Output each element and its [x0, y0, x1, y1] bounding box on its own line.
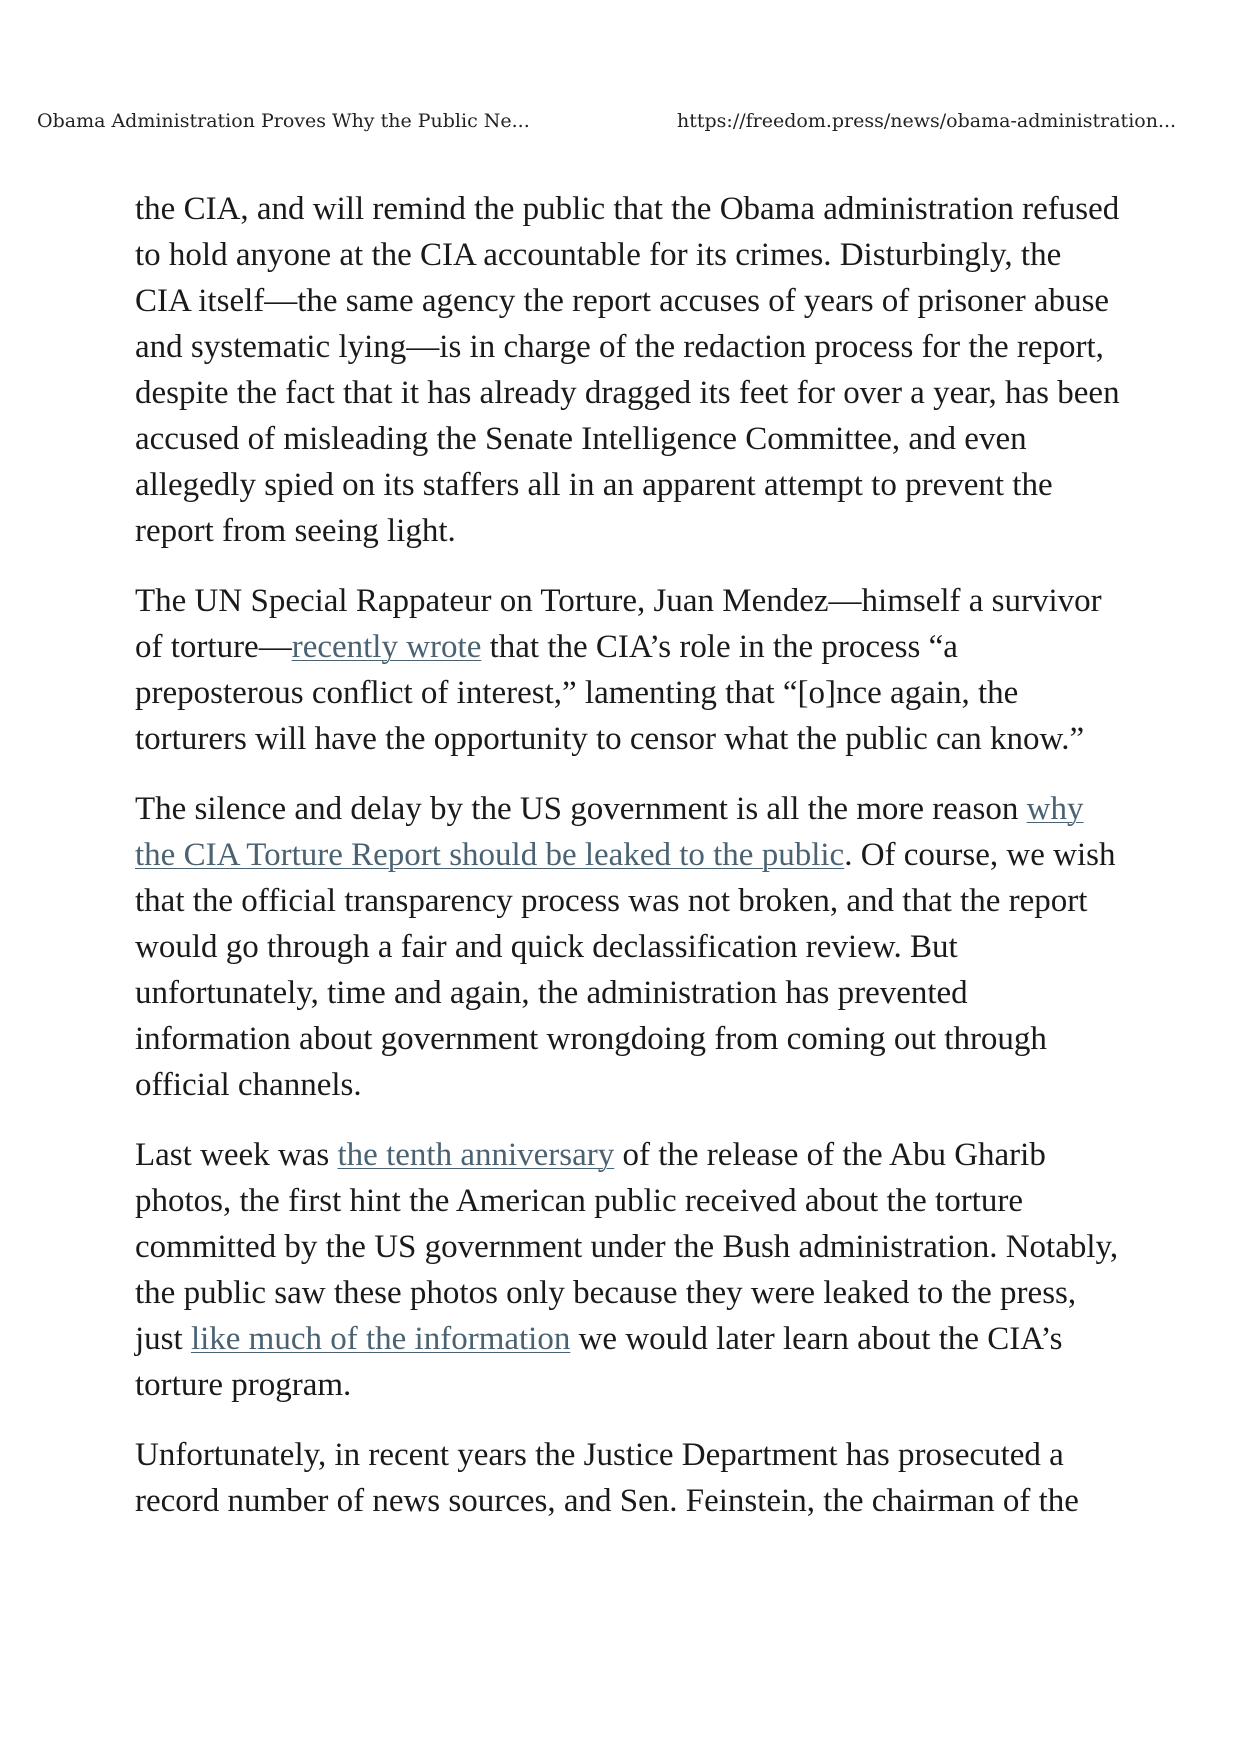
article-body — [135, 186, 1120, 1548]
tenth-anniversary-link[interactable]: the tenth anniversary — [337, 1137, 615, 1173]
paragraph-5-text: Unfortunately, in recent years the Justice Department has prosecuted a record number of news sources, and Sen. Feinstein, the chairman of the — [135, 1437, 1079, 1519]
print-header — [37, 110, 1217, 134]
paragraph-3-text-end: . Of course, we wish that the official transparency process was not broken, and that the report would go through a fair and quick declassification review. But unfortunately, time and again, the administration has prevented information about government wrongdoing from coming out through official channels. — [135, 837, 1116, 1103]
recently-wrote-link[interactable]: recently wrote — [291, 629, 482, 665]
paragraph-5 — [135, 1432, 1120, 1524]
information-link[interactable]: like much of the information — [190, 1321, 571, 1357]
paragraph-4 — [135, 1132, 1120, 1408]
page-url: https://freedom.press/news/obama-administration... — [677, 110, 1177, 132]
paragraph-2-text-start: The UN Special Rappateur on Torture, Juan Mendez—himself a survivor of torture— — [135, 583, 1102, 665]
paragraph-4-text-start: Last week was — [135, 1137, 338, 1173]
paragraph-2 — [135, 578, 1120, 762]
page-title: Obama Administration Proves Why the Public Ne... — [37, 110, 530, 132]
leak-report-link[interactable]: why the CIA Torture Report should be leaked to the public — [135, 791, 1084, 873]
paragraph-3 — [135, 786, 1120, 1108]
paragraph-4-text-end: we would later learn about the CIA’s torture program. — [135, 1321, 1063, 1403]
paragraph-2-text-end: that the CIA’s role in the process “a preposterous conflict of interest,” lamenting that “[o]nce again, the torturers will have the opportunity to censor what the public can know.” — [135, 629, 1085, 757]
paragraph-1 — [135, 186, 1120, 554]
paragraph-3-text-start: The silence and delay by the US government is all the more reason — [135, 791, 1027, 827]
paragraph-4-text-middle: of the release of the Abu Gharib photos, the first hint the American public received about the torture committed by the US government under the Bush administration. Notably, the public saw these photos only because they were leaked to the press, just — [135, 1137, 1119, 1357]
paragraph-1-text: the CIA, and will remind the public that the Obama administration refused to hold anyone at the CIA accountable for its crimes. Disturbingly, the CIA itself—the same agency the report accuses of years of prisoner abuse and systematic lying—is in charge of the redaction process for the report, despite the fact that it has already dragged its feet for over a year, has been accused of misleading the Senate Intelligence Committee, and even allegedly spied on its staffers all in an apparent attempt to prevent the report from seeing light. — [135, 191, 1120, 549]
